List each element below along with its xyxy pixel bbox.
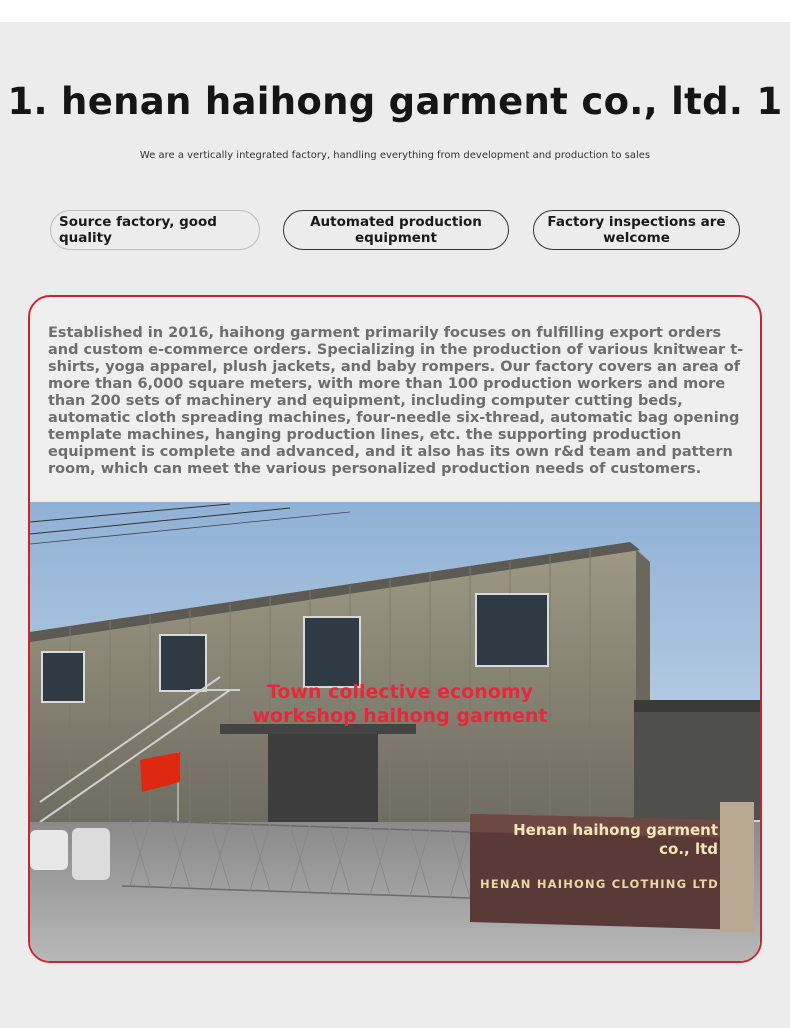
page-title: 1. henan haihong garment co., ltd. 1 [7,80,783,123]
feature-pill-inspections: Factory inspections are welcome [533,210,740,250]
photo-overlay-text: Town collective economy workshop haihong garment [252,681,548,727]
sign-company-name-caps: HENAN HAIHONG CLOTHING LTD [480,877,719,891]
company-sign [470,817,760,927]
sign-company-name: Henan haihong garment co., ltd [513,821,718,858]
page-subtitle: We are a vertically integrated factory, handling everything from development and production to sales [139,150,651,161]
company-card [28,295,762,963]
top-band [0,0,790,22]
company-description: Established in 2016, haihong garment primarily focuses on fulfilling export orders and custom e-commerce orders. Specializing in the production of various knitwear t-shirts, yoga apparel, plush jackets, and baby rompers. Our factory covers an area of more than 6,000 square meters, with more than 100 production workers and more than 200 sets of machinery and equipment, including computer cutting beds, automatic cloth spreading machines, four-needle six-thread, automatic bag opening template machines, hanging production lines, etc. the supporting production equipment is complete and advanced, and it also has its own r&d team and pattern room, which can meet the various personalized production needs of customers. [48,325,744,477]
feature-pill-equipment: Automated production equipment [283,210,509,250]
feature-pill-quality: Source factory, good quality [50,210,260,250]
